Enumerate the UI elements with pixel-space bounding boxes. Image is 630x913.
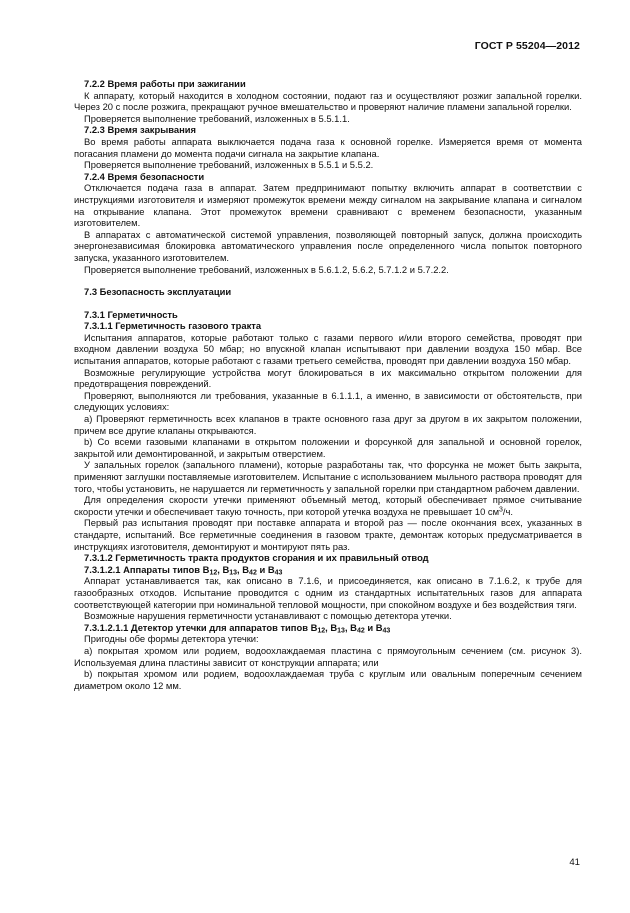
section-heading: 7.2.3 Время закрывания bbox=[84, 124, 196, 136]
paragraph: У запальных горелок (запального пламени), которые разработаны так, что форсунка не может быть закрыта, применяют заглушки поставляемые изготовителем. Испытание с использованием мыльного раствора проводят для того, чтобы установить, не нарушается ли герметичность у запальной горелки при стандартном рабочем давлении. bbox=[74, 459, 582, 494]
subscript: 13 bbox=[337, 627, 345, 635]
page-number: 41 bbox=[569, 857, 580, 868]
subscript: 12 bbox=[209, 569, 218, 577]
subscript: 43 bbox=[382, 627, 391, 635]
heading-text: 7.3.1.2.1.1 Детектор утечки для аппаратов типов bbox=[84, 621, 308, 633]
paragraph: Во время работы аппарата выключается подача газа к основной горелке. Измеряется время от момента погасания пламени до момента подачи сигнала на закрытие клапана. bbox=[74, 135, 582, 159]
paragraph bbox=[74, 494, 582, 517]
section-heading: 7.3.1.1 Герметичность газового тракта bbox=[84, 320, 262, 332]
paragraph: Возможные регулирующие устройства могут блокироваться в их максимально открытом положении для предотвращения повреждений. bbox=[74, 366, 582, 390]
paragraph: Проверяется выполнение требований, изложенных в 5.5.1.1. bbox=[84, 112, 350, 124]
paragraph: К аппарату, который находится в холодном состоянии, подают газ и осуществляют розжиг запальной горелки. Через 20 с после розжига, прекращают ручное вмешательство и проверяют наличие пламени запальной горелки. bbox=[74, 89, 582, 113]
paragraph: Пригодны обе формы детектора утечки: bbox=[84, 633, 259, 645]
section-heading: 7.3.1 Герметичность bbox=[84, 308, 178, 320]
paragraph: Испытания аппаратов, которые работают только с газами первого и/или второго семейства, проводят при входном давлении воздуха 50 мбар; но впускной клапан испытывают при давлении воздуха 150 мбар. Все испытания аппаратов, которые работают с газами третьего семейства, проводят при давлении воздуха 150 мбар. bbox=[74, 331, 582, 367]
list-item: а) покрытая хромом или родием, водоохлаждаемая пластина с прямоугольным сечением (см. рисунок 3). Используемая длина пластины зависит от конструкции аппарата; или bbox=[74, 644, 582, 668]
list-item: b) покрытая хромом или родием, водоохлаждаемая труба с круглым или овальным поперечным сечением диаметром около 12 мм. bbox=[74, 668, 582, 691]
section-heading: 7.3.1.2 Герметичность тракта продуктов сгорания и их правильный отвод bbox=[84, 552, 429, 564]
paragraph-text: Для определения скорости утечки применяют объемный метод, который обеспечивает прямое считывание скорости утечки и обеспечивает такую точность, при которой утечка воздуха не превышает 10 см bbox=[74, 494, 582, 517]
subscript: 13 bbox=[229, 569, 238, 577]
paragraph: Отключается подача газа в аппарат. Затем предпринимают попытку включить аппарат в соответствии с инструкциями изготовителя и измеряют промежуток времени между сигналом на закрывание клапана и сигналом на открывание клапана. Этот промежуток времени сравнивают с временем безопасности, указанным изготовителем. bbox=[74, 182, 582, 229]
subscript: 42 bbox=[356, 627, 365, 635]
section-heading: 7.2.2 Время работы при зажигании bbox=[84, 78, 246, 89]
paragraph: Первый раз испытания проводят при поставке аппарата и второй раз — после окончания всех, указанных в стандарте, испытаний. Все герметичные соединения в газовом тракте, демонтаж которых предусматривается в инструкциях изготовителя, демонтируют и монтируют пять раз. bbox=[74, 517, 582, 552]
superscript: 3 bbox=[499, 506, 503, 514]
heading-text: 7.3.1.2.1 Аппараты типов bbox=[84, 563, 201, 575]
subscript: 43 bbox=[274, 569, 283, 577]
paragraph: Аппарат устанавливается так, как описано в 7.1.6, и присоединяется, как описано в 7.1.6.2, к трубе для газообразных отходов. Испытание проводится с одним из стандартных испытательных газов для аппарата соответствующей категории при номинальной тепловой мощности, при спокойном воздухе и без воздействия тяги. bbox=[74, 575, 582, 610]
paragraph: Проверяют, выполняются ли требования, указанные в 6.1.1.1, а именно, в зависимости от обстоятельств, при следующих условиях: bbox=[74, 389, 582, 413]
subscript: 42 bbox=[249, 569, 257, 577]
section-heading: 7.2.4 Время безопасности bbox=[84, 170, 205, 182]
section-heading: 7.3.1.2.1 Аппараты типов $B_{12}$, $B_{13}$, $B_{42}$ и $B_{43}$ bbox=[84, 563, 283, 577]
page-content bbox=[74, 78, 582, 691]
paragraph: Проверяется выполнение требований, изложенных в 5.6.1.2, 5.6.2, 5.7.1.2 и 5.7.2.2. bbox=[84, 263, 449, 275]
subscript: 12 bbox=[317, 627, 326, 635]
paragraph: Возможные нарушения герметичности устанавливают с помощью детектора утечки. bbox=[84, 610, 452, 622]
paragraph-text: /ч. bbox=[502, 505, 514, 517]
paragraph: Проверяется выполнение требований, изложенных в 5.5.1 и 5.5.2. bbox=[84, 159, 374, 171]
list-item: b) Со всеми газовыми клапанами в открытом положении и форсункой для запальной и основной горелок, закрытой или демонтированной, и закрытым отверстием. bbox=[74, 436, 582, 459]
section-heading: 7.3.1.2.1.1 Детектор утечки для аппаратов типов $B_{12}$, $B_{13}$, $B_{42}$ и $B_{43}$ bbox=[84, 621, 391, 635]
paragraph: В аппаратах с автоматической системой управления, позволяющей повторный запуск, должна происходить энергонезависимая блокировка автоматического управления после определенного числа попыток повторного запуска, указанного изготовителем. bbox=[74, 228, 582, 263]
list-item: а) Проверяют герметичность всех клапанов в тракте основного газа друг за другом в их закрытом положении, причем все другие клапаны открываются. bbox=[74, 413, 582, 436]
section-heading: 7.3 Безопасность эксплуатации bbox=[84, 286, 232, 298]
document-code: ГОСТ Р 55204—2012 bbox=[474, 40, 580, 52]
